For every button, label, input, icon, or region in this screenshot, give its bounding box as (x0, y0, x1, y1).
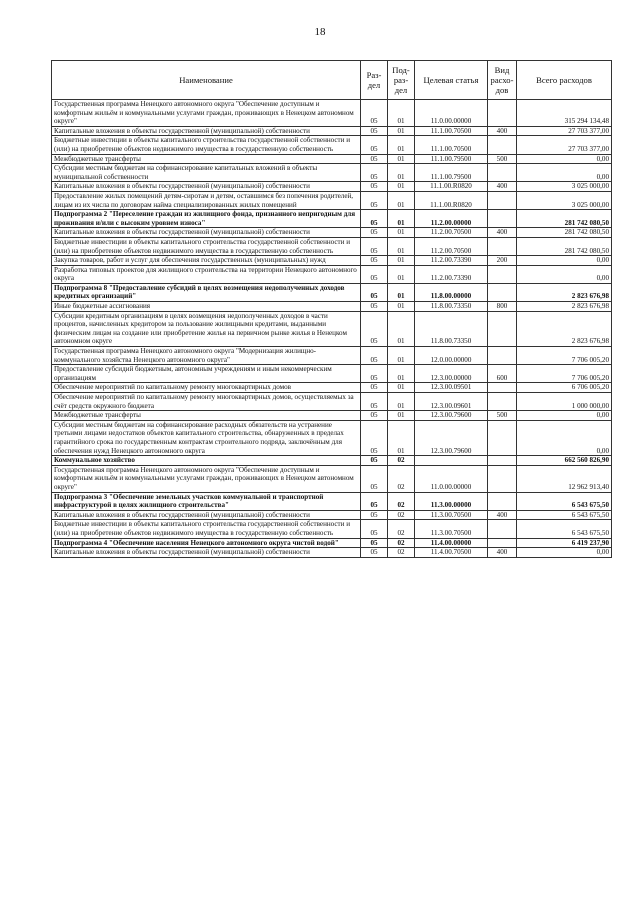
cell-target: 12.3.00.09501 (415, 383, 488, 393)
cell-total: 2 823 676,98 (517, 302, 612, 312)
cell-total: 315 294 134,48 (517, 100, 612, 127)
cell-name: Государственная программа Ненецкого автономного округа "Обеспечение доступным и комфортным жильём и коммунальными услугами граждан, проживающих в Ненецком автономном округе" (52, 465, 361, 492)
cell-section: 05 (361, 311, 388, 346)
cell-name: Межбюджетные трансферты (52, 411, 361, 421)
cell-target: 11.1.00.70500 (415, 126, 488, 136)
cell-target: 11.0.00.00000 (415, 100, 488, 127)
cell-total: 0,00 (517, 265, 612, 283)
table-row (52, 191, 612, 209)
cell-section: 05 (361, 492, 388, 510)
cell-target: 11.8.00.73350 (415, 311, 488, 346)
cell-target: 11.2.00.73390 (415, 265, 488, 283)
cell-name: Бюджетные инвестиции в объекты капитального строительства государственной собственности и (или) на приобретение объектов недвижимого имущества в государственную собственность (52, 136, 361, 154)
budget-table (51, 60, 612, 558)
cell-target: 11.1.00.R0820 (415, 191, 488, 209)
cell-name: Капитальные вложения в объекты государственной (муниципальной) собственности (52, 510, 361, 520)
cell-expense-type: 600 (488, 365, 517, 383)
cell-name: Капитальные вложения в объекты государственной (муниципальной) собственности (52, 126, 361, 136)
cell-name: Бюджетные инвестиции в объекты капитального строительства государственной собственности и (или) на приобретение объектов недвижимого имущества в государственную собственность (52, 520, 361, 538)
page-number: 18 (314, 26, 326, 38)
cell-target: 12.3.00.00000 (415, 365, 488, 383)
cell-subsection: 01 (388, 383, 415, 393)
cell-section: 05 (361, 136, 388, 154)
header-total: Всего расходов (517, 61, 612, 100)
cell-name: Бюджетные инвестиции в объекты капитального строительства государственной собственности и (или) на приобретение объектов недвижимого имущества в государственную собственность (52, 237, 361, 255)
cell-name: Иные бюджетные ассигнования (52, 302, 361, 312)
cell-expense-type: 400 (488, 228, 517, 238)
cell-target: 11.3.00.00000 (415, 492, 488, 510)
cell-expense-type (488, 393, 517, 411)
cell-total: 0,00 (517, 154, 612, 164)
cell-section: 05 (361, 126, 388, 136)
cell-total: 281 742 080,50 (517, 210, 612, 228)
cell-target: 12.0.00.00000 (415, 347, 488, 365)
cell-expense-type: 500 (488, 154, 517, 164)
cell-target: 12.3.00.79600 (415, 411, 488, 421)
table-row (52, 347, 612, 365)
header-target: Целевая статья (415, 61, 488, 100)
cell-total: 0,00 (517, 164, 612, 182)
table-row (52, 154, 612, 164)
cell-section: 05 (361, 520, 388, 538)
cell-expense-type (488, 538, 517, 548)
table-row (52, 164, 612, 182)
cell-target: 11.1.00.70500 (415, 136, 488, 154)
table-row (52, 456, 612, 466)
cell-section: 05 (361, 265, 388, 283)
cell-target (415, 456, 488, 466)
cell-name: Предоставление субсидий бюджетным, автономным учреждениям и иным некоммерческим организациям (52, 365, 361, 383)
cell-subsection: 02 (388, 548, 415, 558)
cell-subsection: 01 (388, 154, 415, 164)
cell-target: 11.1.00.79500 (415, 164, 488, 182)
cell-total: 0,00 (517, 256, 612, 266)
header-expense-type: Вид расхо-дов (488, 61, 517, 100)
cell-expense-type: 800 (488, 302, 517, 312)
cell-subsection: 01 (388, 265, 415, 283)
cell-section: 05 (361, 510, 388, 520)
table-row (52, 365, 612, 383)
cell-subsection: 02 (388, 456, 415, 466)
cell-subsection: 01 (388, 256, 415, 266)
cell-total: 6 706 005,20 (517, 383, 612, 393)
cell-section: 05 (361, 210, 388, 228)
table-row (52, 265, 612, 283)
cell-total: 1 000 000,00 (517, 393, 612, 411)
cell-expense-type (488, 210, 517, 228)
cell-subsection: 01 (388, 420, 415, 455)
cell-subsection: 01 (388, 228, 415, 238)
cell-subsection: 01 (388, 100, 415, 127)
cell-target: 12.3.00.79600 (415, 420, 488, 455)
cell-expense-type (488, 164, 517, 182)
cell-total: 27 703 377,00 (517, 136, 612, 154)
cell-name: Государственная программа Ненецкого автономного округа "Обеспечение доступным и комфортным жильём и коммунальными услугами граждан, проживающих в Ненецком автономном округе" (52, 100, 361, 127)
cell-name: Подпрограмма 8 "Предоставление субсидий в целях возмещения недополученных доходов кредитных организаций" (52, 283, 361, 301)
cell-section: 05 (361, 302, 388, 312)
header-section: Раз-дел (361, 61, 388, 100)
cell-expense-type (488, 191, 517, 209)
cell-subsection: 01 (388, 347, 415, 365)
table-header-row (52, 61, 612, 100)
cell-target: 11.1.00.79500 (415, 154, 488, 164)
cell-target: 11.8.00.00000 (415, 283, 488, 301)
cell-expense-type: 400 (488, 510, 517, 520)
table-row (52, 136, 612, 154)
cell-section: 05 (361, 164, 388, 182)
cell-name: Капитальные вложения в объекты государственной (муниципальной) собственности (52, 548, 361, 558)
cell-subsection: 02 (388, 520, 415, 538)
cell-expense-type: 400 (488, 548, 517, 558)
table-row (52, 182, 612, 192)
cell-expense-type (488, 265, 517, 283)
cell-subsection: 02 (388, 465, 415, 492)
cell-subsection: 01 (388, 393, 415, 411)
table-row (52, 393, 612, 411)
cell-name: Подпрограмма 3 "Обеспечение земельных участков коммунальной и транспортной инфраструктурой в целях жилищного строительства" (52, 492, 361, 510)
cell-subsection: 02 (388, 538, 415, 548)
cell-subsection: 01 (388, 283, 415, 301)
cell-section: 05 (361, 283, 388, 301)
cell-total: 0,00 (517, 548, 612, 558)
cell-name: Обеспечение мероприятий по капитальному ремонту многоквартирных домов, осуществляемых за счёт средств окружного бюджета (52, 393, 361, 411)
cell-subsection: 01 (388, 302, 415, 312)
header-subsection: Под-раз-дел (388, 61, 415, 100)
cell-subsection: 01 (388, 191, 415, 209)
table-row (52, 465, 612, 492)
cell-name: Капитальные вложения в объекты государственной (муниципальной) собственности (52, 228, 361, 238)
cell-expense-type: 400 (488, 126, 517, 136)
cell-expense-type: 500 (488, 411, 517, 421)
cell-name: Подпрограмма 4 "Обеспечение населения Ненецкого автономного округа чистой водой" (52, 538, 361, 548)
cell-name: Подпрограмма 2 "Переселение граждан из жилищного фонда, признанного непригодным для проживания и/или с высоким уровнем износа" (52, 210, 361, 228)
table-row (52, 492, 612, 510)
cell-section: 05 (361, 548, 388, 558)
cell-section: 05 (361, 393, 388, 411)
cell-name: Закупка товаров, работ и услуг для обеспечения государственных (муниципальных) нужд (52, 256, 361, 266)
table-row (52, 237, 612, 255)
cell-total: 3 025 000,00 (517, 182, 612, 192)
cell-subsection: 02 (388, 510, 415, 520)
cell-subsection: 01 (388, 237, 415, 255)
table-row (52, 520, 612, 538)
cell-expense-type (488, 311, 517, 346)
cell-section: 05 (361, 456, 388, 466)
cell-name: Предоставление жилых помещений детям-сиротам и детям, оставшимся без попечения родителей, лицам из их числа по договорам найма специализированных жилых помещений (52, 191, 361, 209)
table-row (52, 383, 612, 393)
cell-name: Обеспечение мероприятий по капитальному ремонту многоквартирных домов (52, 383, 361, 393)
cell-section: 05 (361, 100, 388, 127)
cell-expense-type (488, 420, 517, 455)
cell-section: 05 (361, 228, 388, 238)
cell-expense-type (488, 283, 517, 301)
cell-section: 05 (361, 383, 388, 393)
cell-target: 11.2.00.70500 (415, 237, 488, 255)
cell-total: 7 706 005,20 (517, 347, 612, 365)
cell-total: 0,00 (517, 420, 612, 455)
cell-expense-type (488, 136, 517, 154)
cell-name: Субсидии кредитным организациям в целях возмещения недополученных доходов в части процентов, начисленных кредитором за пользование жилищными кредитами, выданными физическим лицам на создание или приобретение жилья на первичном рынке жилья в Ненецком автономном округе (52, 311, 361, 346)
cell-subsection: 01 (388, 164, 415, 182)
cell-section: 05 (361, 347, 388, 365)
cell-total: 2 823 676,98 (517, 311, 612, 346)
cell-name: Субсидии местным бюджетам на софинансирование капитальных вложений в объекты муниципальной собственности (52, 164, 361, 182)
cell-expense-type (488, 347, 517, 365)
cell-total: 6 419 237,90 (517, 538, 612, 548)
cell-expense-type (488, 492, 517, 510)
cell-target: 11.8.00.73350 (415, 302, 488, 312)
cell-expense-type (488, 237, 517, 255)
cell-section: 05 (361, 365, 388, 383)
table-body (52, 100, 612, 558)
cell-total: 281 742 080,50 (517, 237, 612, 255)
cell-section: 05 (361, 154, 388, 164)
cell-subsection: 01 (388, 126, 415, 136)
table-row (52, 311, 612, 346)
table-row (52, 126, 612, 136)
cell-section: 05 (361, 237, 388, 255)
cell-section: 05 (361, 411, 388, 421)
cell-name: Коммунальное хозяйство (52, 456, 361, 466)
cell-target: 11.3.00.70500 (415, 510, 488, 520)
cell-total: 7 706 005,20 (517, 365, 612, 383)
cell-section: 05 (361, 191, 388, 209)
cell-expense-type: 400 (488, 182, 517, 192)
cell-subsection: 01 (388, 311, 415, 346)
cell-section: 05 (361, 465, 388, 492)
cell-target: 11.4.00.00000 (415, 538, 488, 548)
cell-subsection: 01 (388, 210, 415, 228)
cell-total: 662 560 826,90 (517, 456, 612, 466)
cell-name: Субсидии местным бюджетам на софинансирование расходных обязательств на устранение третьими лицами недостатков объектов капитального строительства, обнаруженных в пределах гарантийного срока по государственным контрактам строительного подряда, заключённым для обеспечения нужд Ненецкого автономного округа (52, 420, 361, 455)
cell-expense-type (488, 520, 517, 538)
cell-total: 6 543 675,50 (517, 510, 612, 520)
table-row (52, 100, 612, 127)
table-row (52, 302, 612, 312)
cell-total: 6 543 675,50 (517, 520, 612, 538)
cell-expense-type (488, 383, 517, 393)
cell-total: 281 742 080,50 (517, 228, 612, 238)
cell-subsection: 01 (388, 411, 415, 421)
cell-section: 05 (361, 256, 388, 266)
cell-name: Государственная программа Ненецкого автономного округа "Модернизация жилищно-коммунального хозяйства Ненецкого автономного округа" (52, 347, 361, 365)
cell-section: 05 (361, 182, 388, 192)
cell-target: 11.3.00.70500 (415, 520, 488, 538)
cell-name: Разработка типовых проектов для жилищного строительства на территории Ненецкого автономного округа (52, 265, 361, 283)
cell-section: 05 (361, 420, 388, 455)
cell-subsection: 01 (388, 182, 415, 192)
cell-total: 12 962 913,40 (517, 465, 612, 492)
cell-target: 12.3.00.09601 (415, 393, 488, 411)
cell-expense-type: 200 (488, 256, 517, 266)
cell-total: 27 703 377,00 (517, 126, 612, 136)
table-row (52, 420, 612, 455)
cell-target: 11.2.00.73390 (415, 256, 488, 266)
cell-expense-type (488, 465, 517, 492)
table-row (52, 411, 612, 421)
cell-total: 3 025 000,00 (517, 191, 612, 209)
table-row (52, 228, 612, 238)
cell-total: 6 543 675,50 (517, 492, 612, 510)
table-row (52, 510, 612, 520)
table-row (52, 256, 612, 266)
table-row (52, 210, 612, 228)
cell-expense-type (488, 100, 517, 127)
cell-target: 11.1.00.R0820 (415, 182, 488, 192)
cell-subsection: 01 (388, 136, 415, 154)
table-row (52, 548, 612, 558)
cell-total: 2 823 676,98 (517, 283, 612, 301)
header-name: Наименование (52, 61, 361, 100)
cell-name: Капитальные вложения в объекты государственной (муниципальной) собственности (52, 182, 361, 192)
table-row (52, 283, 612, 301)
cell-subsection: 01 (388, 365, 415, 383)
cell-target: 11.2.00.00000 (415, 210, 488, 228)
cell-subsection: 02 (388, 492, 415, 510)
cell-total: 0,00 (517, 411, 612, 421)
cell-section: 05 (361, 538, 388, 548)
cell-target: 11.4.00.70500 (415, 548, 488, 558)
cell-target: 11.2.00.70500 (415, 228, 488, 238)
cell-name: Межбюджетные трансферты (52, 154, 361, 164)
table-row (52, 538, 612, 548)
cell-expense-type (488, 456, 517, 466)
cell-target: 11.0.00.00000 (415, 465, 488, 492)
